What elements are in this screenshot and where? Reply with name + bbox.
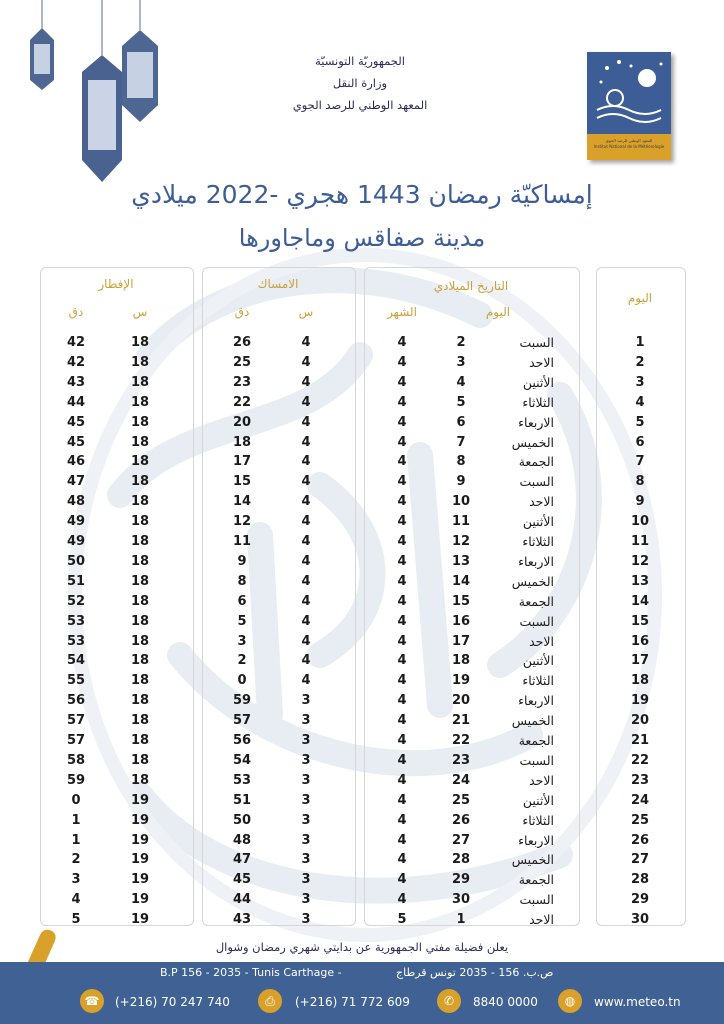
iftar-minute: 57	[66, 733, 86, 748]
imsak-hour: 4	[301, 593, 311, 609]
imsak-hour: 4	[301, 335, 311, 350]
greg-month: 5	[397, 912, 407, 928]
iftar-hour: 18	[130, 335, 150, 350]
imsak-hour: 4	[301, 374, 311, 390]
greg-day: 7	[456, 434, 466, 450]
page-subtitle: مدينة صفاقس وماجاورها	[238, 224, 486, 252]
day-number: 6	[635, 434, 645, 450]
weekday-name: السبت	[519, 752, 554, 768]
iftar-minute: 4	[71, 892, 81, 908]
day-number: 30	[630, 912, 650, 928]
greg-month: 4	[397, 653, 407, 669]
iftar-minute: 59	[66, 772, 86, 788]
day-number: 17	[630, 653, 650, 669]
col-iftar: الإفطار	[98, 277, 134, 291]
greg-day: 30	[451, 892, 471, 908]
iftar-minute: 0	[71, 792, 81, 808]
iftar-minute: 3	[71, 872, 81, 888]
greg-month: 4	[397, 394, 407, 410]
iftar-minute: 42	[66, 354, 86, 370]
greg-month: 4	[397, 434, 407, 450]
iftar-hour: 18	[130, 752, 150, 768]
greg-day: 14	[451, 573, 471, 589]
iftar-minute: 53	[66, 633, 86, 649]
footer-note: يعلن فضيلة مفتي الجمهورية عن بدايتي شهري رمضان وشوال	[215, 940, 509, 954]
day-number: 10	[630, 514, 650, 530]
iftar-hour: 18	[130, 613, 150, 629]
weekday-name: الثلاثاء	[522, 394, 554, 410]
hotline-icon: ✆	[437, 989, 461, 1013]
globe-icon: ◍	[558, 989, 582, 1013]
day-number: 19	[630, 693, 650, 709]
lanterns-illustration	[22, 0, 172, 195]
weekday-name: السبت	[519, 474, 554, 490]
weekday-name: الاحد	[529, 494, 554, 510]
imsak-minute: 45	[232, 872, 252, 888]
iftar-minute: 45	[66, 434, 86, 450]
imsak-minute: 43	[232, 912, 252, 928]
iftar-minute: 55	[66, 673, 86, 689]
greg-day: 17	[451, 633, 471, 649]
imsak-hour: 4	[301, 534, 311, 549]
imsak-minute: 25	[232, 354, 252, 370]
greg-month: 4	[397, 335, 407, 350]
imsak-minute: 54	[232, 752, 252, 768]
imsak-hour: 4	[301, 474, 311, 490]
weekday-name: الثلاثاء	[522, 673, 554, 689]
imsak-hour: 4	[301, 613, 311, 629]
iftar-minute: 46	[66, 454, 86, 470]
day-number: 26	[630, 832, 650, 848]
greg-month: 4	[397, 514, 407, 530]
imsak-hour: 3	[301, 892, 311, 908]
weekday-name: السبت	[519, 613, 554, 629]
col-greg-month: الشهر	[387, 305, 417, 319]
imsak-minute: 22	[232, 394, 252, 410]
weekday-name: الجمعة	[518, 872, 554, 888]
iftar-hour: 18	[130, 693, 150, 709]
day-number: 25	[630, 812, 650, 828]
greg-month: 4	[397, 792, 407, 808]
weekday-name: السبت	[519, 335, 554, 350]
weekday-name: الخميس	[511, 573, 554, 589]
iftar-minute: 43	[66, 374, 86, 390]
footer-bar	[0, 962, 724, 1024]
iftar-hour: 18	[130, 733, 150, 748]
col-imsak: الامساك	[257, 277, 299, 291]
imsak-minute: 47	[232, 852, 252, 868]
greg-day: 19	[451, 673, 471, 689]
imsak-minute: 5	[237, 613, 247, 629]
phone-1[interactable]: (+216) 70 247 740	[115, 995, 230, 1009]
address-fr: B.P 156 - 2035 - Tunis Carthage -	[160, 966, 342, 979]
imsak-hour: 4	[301, 673, 311, 689]
greg-day: 20	[451, 693, 471, 709]
iftar-hour: 19	[130, 872, 150, 888]
weekday-name: الجمعة	[518, 454, 554, 470]
imsak-minute: 3	[237, 633, 247, 649]
greg-month: 4	[397, 553, 407, 569]
iftar-hour: 18	[130, 394, 150, 410]
imsak-minute: 23	[232, 374, 252, 390]
imsak-minute: 15	[232, 474, 252, 490]
weekday-name: الخميس	[511, 852, 554, 868]
imsak-minute: 17	[232, 454, 252, 470]
logo-text-ar: المعهد الوطني للرصد الجوي	[605, 138, 653, 143]
greg-month: 4	[397, 812, 407, 828]
weekday-name: الأثنين	[522, 653, 554, 669]
institute-logo	[587, 52, 671, 160]
imsak-hour: 4	[301, 394, 311, 410]
imsak-minute: 44	[232, 892, 252, 908]
iftar-minute: 44	[66, 394, 86, 410]
greg-day: 28	[451, 852, 471, 868]
imsak-minute: 26	[232, 335, 252, 350]
iftar-hour: 18	[130, 553, 150, 569]
day-number: 27	[630, 852, 650, 868]
col-iftar-minute: دق	[68, 305, 84, 319]
imsak-minute: 2	[237, 653, 247, 669]
greg-day: 4	[456, 374, 466, 390]
imsak-minute: 12	[232, 514, 252, 530]
imsak-minute: 50	[232, 812, 252, 828]
day-number: 20	[630, 713, 650, 729]
iftar-minute: 47	[66, 474, 86, 490]
iftar-minute: 45	[66, 414, 86, 430]
greg-month: 4	[397, 633, 407, 649]
greg-month: 4	[397, 534, 407, 549]
imsak-minute: 20	[232, 414, 252, 430]
day-number: 11	[630, 534, 650, 549]
col-day: اليوم	[627, 291, 653, 305]
website-link[interactable]: www.meteo.tn	[594, 995, 681, 1009]
greg-day: 3	[456, 354, 466, 370]
iftar-minute: 58	[66, 752, 86, 768]
greg-day: 9	[456, 474, 466, 490]
imsak-hour: 4	[301, 633, 311, 649]
iftar-minute: 57	[66, 713, 86, 729]
weekday-name: الجمعة	[518, 733, 554, 748]
day-number: 2	[635, 354, 645, 370]
iftar-hour: 18	[130, 772, 150, 788]
iftar-minute: 49	[66, 534, 86, 549]
day-number: 15	[630, 613, 650, 629]
day-number: 8	[635, 474, 645, 490]
iftar-hour: 18	[130, 494, 150, 510]
greg-day: 26	[451, 812, 471, 828]
weekday-name: الاربعاء	[518, 832, 554, 848]
weekday-name: الأثنين	[522, 374, 554, 390]
iftar-hour: 18	[130, 534, 150, 549]
greg-day: 5	[456, 394, 466, 410]
greg-month: 4	[397, 414, 407, 430]
day-number: 16	[630, 633, 650, 649]
greg-month: 4	[397, 573, 407, 589]
day-number: 5	[635, 414, 645, 430]
weekday-name: الخميس	[511, 434, 554, 450]
greg-month: 4	[397, 354, 407, 370]
imsak-hour: 3	[301, 772, 311, 788]
imsak-minute: 18	[232, 434, 252, 450]
imsak-minute: 59	[232, 693, 252, 709]
imsak-minute: 0	[237, 673, 247, 689]
phone-3[interactable]: 8840 0000	[473, 995, 538, 1009]
weekday-name: الاحد	[529, 772, 554, 788]
logo-band	[587, 134, 671, 160]
iftar-minute: 53	[66, 613, 86, 629]
weekday-name: الأثنين	[522, 792, 554, 808]
day-number: 12	[630, 553, 650, 569]
greg-day: 22	[451, 733, 471, 748]
weekday-name: الجمعة	[518, 593, 554, 609]
weekday-name: الخميس	[511, 713, 554, 729]
imsak-minute: 57	[232, 713, 252, 729]
iftar-hour: 18	[130, 374, 150, 390]
weekday-name: الاربعاء	[518, 553, 554, 569]
imsak-minute: 11	[232, 534, 252, 549]
header-block	[250, 50, 470, 116]
imsak-minute: 8	[237, 573, 247, 589]
imsak-hour: 4	[301, 434, 311, 450]
greg-day: 12	[451, 534, 471, 549]
weekday-name: الاحد	[529, 633, 554, 649]
greg-day: 27	[451, 832, 471, 848]
weekday-name: الاربعاء	[518, 414, 554, 430]
imsak-hour: 3	[301, 872, 311, 888]
iftar-hour: 19	[130, 912, 150, 928]
iftar-minute: 49	[66, 514, 86, 530]
imsak-hour: 3	[301, 832, 311, 848]
greg-month: 4	[397, 593, 407, 609]
greg-day: 16	[451, 613, 471, 629]
day-number: 18	[630, 673, 650, 689]
day-number: 13	[630, 573, 650, 589]
imsak-hour: 4	[301, 354, 311, 370]
phone-2[interactable]: (+216) 71 772 609	[295, 995, 410, 1009]
imsak-minute: 53	[232, 772, 252, 788]
weekday-name: الاربعاء	[518, 693, 554, 709]
col-imsak-hour: س	[298, 305, 314, 319]
greg-month: 4	[397, 832, 407, 848]
imsak-hour: 3	[301, 852, 311, 868]
day-number: 23	[630, 772, 650, 788]
page-title: إمساكيّة رمضان 1443 هجري -2022 ميلادي	[131, 180, 593, 209]
greg-month: 4	[397, 713, 407, 729]
greg-month: 4	[397, 673, 407, 689]
iftar-minute: 1	[71, 832, 81, 848]
greg-month: 4	[397, 613, 407, 629]
iftar-minute: 48	[66, 494, 86, 510]
iftar-hour: 18	[130, 454, 150, 470]
header-ministry: وزارة النقل	[332, 76, 388, 90]
greg-day: 25	[451, 792, 471, 808]
iftar-minute: 2	[71, 852, 81, 868]
greg-day: 29	[451, 872, 471, 888]
iftar-minute: 56	[66, 693, 86, 709]
col-imsak-minute: دق	[234, 305, 250, 319]
weekday-name: الثلاثاء	[522, 812, 554, 828]
greg-day: 21	[451, 713, 471, 729]
address-ar: ص.ب. 156 - 2035 تونس قرطاج	[396, 966, 554, 979]
imsak-hour: 3	[301, 752, 311, 768]
imsak-hour: 3	[301, 812, 311, 828]
day-number: 24	[630, 792, 650, 808]
imsak-hour: 3	[301, 713, 311, 729]
greg-day: 11	[451, 514, 471, 530]
imsak-minute: 48	[232, 832, 252, 848]
logo-text-fr: Institut National de la Météorologie	[593, 144, 665, 149]
weekday-name: الثلاثاء	[522, 534, 554, 549]
imsak-hour: 3	[301, 733, 311, 748]
iftar-hour: 19	[130, 832, 150, 848]
header-country: الجمهوريّة التونسيّة	[315, 54, 405, 68]
imsak-hour: 3	[301, 693, 311, 709]
iftar-minute: 50	[66, 553, 86, 569]
greg-month: 4	[397, 374, 407, 390]
imsak-hour: 4	[301, 454, 311, 470]
imsak-minute: 9	[237, 553, 247, 569]
imsak-hour: 4	[301, 553, 311, 569]
iftar-hour: 19	[130, 892, 150, 908]
imsak-hour: 4	[301, 514, 311, 530]
imsak-minute: 56	[232, 733, 252, 748]
iftar-hour: 19	[130, 852, 150, 868]
weekday-name: السبت	[519, 892, 554, 908]
day-number: 7	[635, 454, 645, 470]
imsak-minute: 14	[232, 494, 252, 510]
iftar-minute: 42	[66, 335, 86, 350]
greg-day: 15	[451, 593, 471, 609]
header-institute: المعهد الوطني للرصد الجوي	[292, 98, 428, 112]
greg-month: 4	[397, 494, 407, 510]
greg-month: 4	[397, 474, 407, 490]
day-number: 9	[635, 494, 645, 510]
imsak-hour: 3	[301, 792, 311, 808]
day-number: 3	[635, 374, 645, 390]
iftar-minute: 1	[71, 812, 81, 828]
col-greg-day: اليوم	[485, 305, 511, 319]
imsak-minute: 6	[237, 593, 247, 609]
greg-day: 2	[456, 335, 466, 350]
iftar-hour: 18	[130, 414, 150, 430]
iftar-hour: 18	[130, 354, 150, 370]
iftar-hour: 18	[130, 573, 150, 589]
greg-month: 4	[397, 852, 407, 868]
iftar-hour: 18	[130, 434, 150, 450]
imsak-hour: 4	[301, 494, 311, 510]
day-number: 14	[630, 593, 650, 609]
greg-day: 10	[451, 494, 471, 510]
weekday-name: الاحد	[529, 912, 554, 928]
col-greg-date: التاريخ الميلادي	[433, 279, 509, 293]
imsak-hour: 4	[301, 573, 311, 589]
iftar-hour: 18	[130, 514, 150, 530]
day-number: 29	[630, 892, 650, 908]
greg-month: 4	[397, 872, 407, 888]
col-iftar-hour: س	[132, 305, 148, 319]
day-number: 28	[630, 872, 650, 888]
weekday-name: الاحد	[529, 354, 554, 370]
greg-day: 23	[451, 752, 471, 768]
weekday-name: الأثنين	[522, 514, 554, 530]
greg-day: 24	[451, 772, 471, 788]
greg-month: 4	[397, 892, 407, 908]
imsak-minute: 51	[232, 792, 252, 808]
imsak-hour: 4	[301, 653, 311, 669]
iftar-minute: 5	[71, 912, 81, 928]
iftar-hour: 18	[130, 653, 150, 669]
imsak-hour: 3	[301, 912, 311, 928]
greg-day: 1	[456, 912, 466, 928]
iftar-minute: 52	[66, 593, 86, 609]
iftar-hour: 18	[130, 673, 150, 689]
iftar-hour: 18	[130, 593, 150, 609]
iftar-hour: 18	[130, 713, 150, 729]
greg-day: 18	[451, 653, 471, 669]
greg-month: 4	[397, 693, 407, 709]
greg-month: 4	[397, 772, 407, 788]
phone-icon: ☎	[80, 989, 104, 1013]
iftar-hour: 19	[130, 812, 150, 828]
iftar-hour: 18	[130, 633, 150, 649]
day-number: 21	[630, 733, 650, 748]
day-number: 22	[630, 752, 650, 768]
iftar-minute: 51	[66, 573, 86, 589]
greg-day: 6	[456, 414, 466, 430]
iftar-minute: 54	[66, 653, 86, 669]
greg-day: 8	[456, 454, 466, 470]
greg-month: 4	[397, 733, 407, 748]
imsak-hour: 4	[301, 414, 311, 430]
day-number: 1	[635, 335, 645, 350]
day-number: 4	[635, 394, 645, 410]
iftar-hour: 18	[130, 474, 150, 490]
iftar-hour: 19	[130, 792, 150, 808]
fax-icon: ⎙	[258, 989, 282, 1013]
greg-day: 13	[451, 553, 471, 569]
greg-month: 4	[397, 454, 407, 470]
greg-month: 4	[397, 752, 407, 768]
logo-emblem	[587, 52, 671, 138]
